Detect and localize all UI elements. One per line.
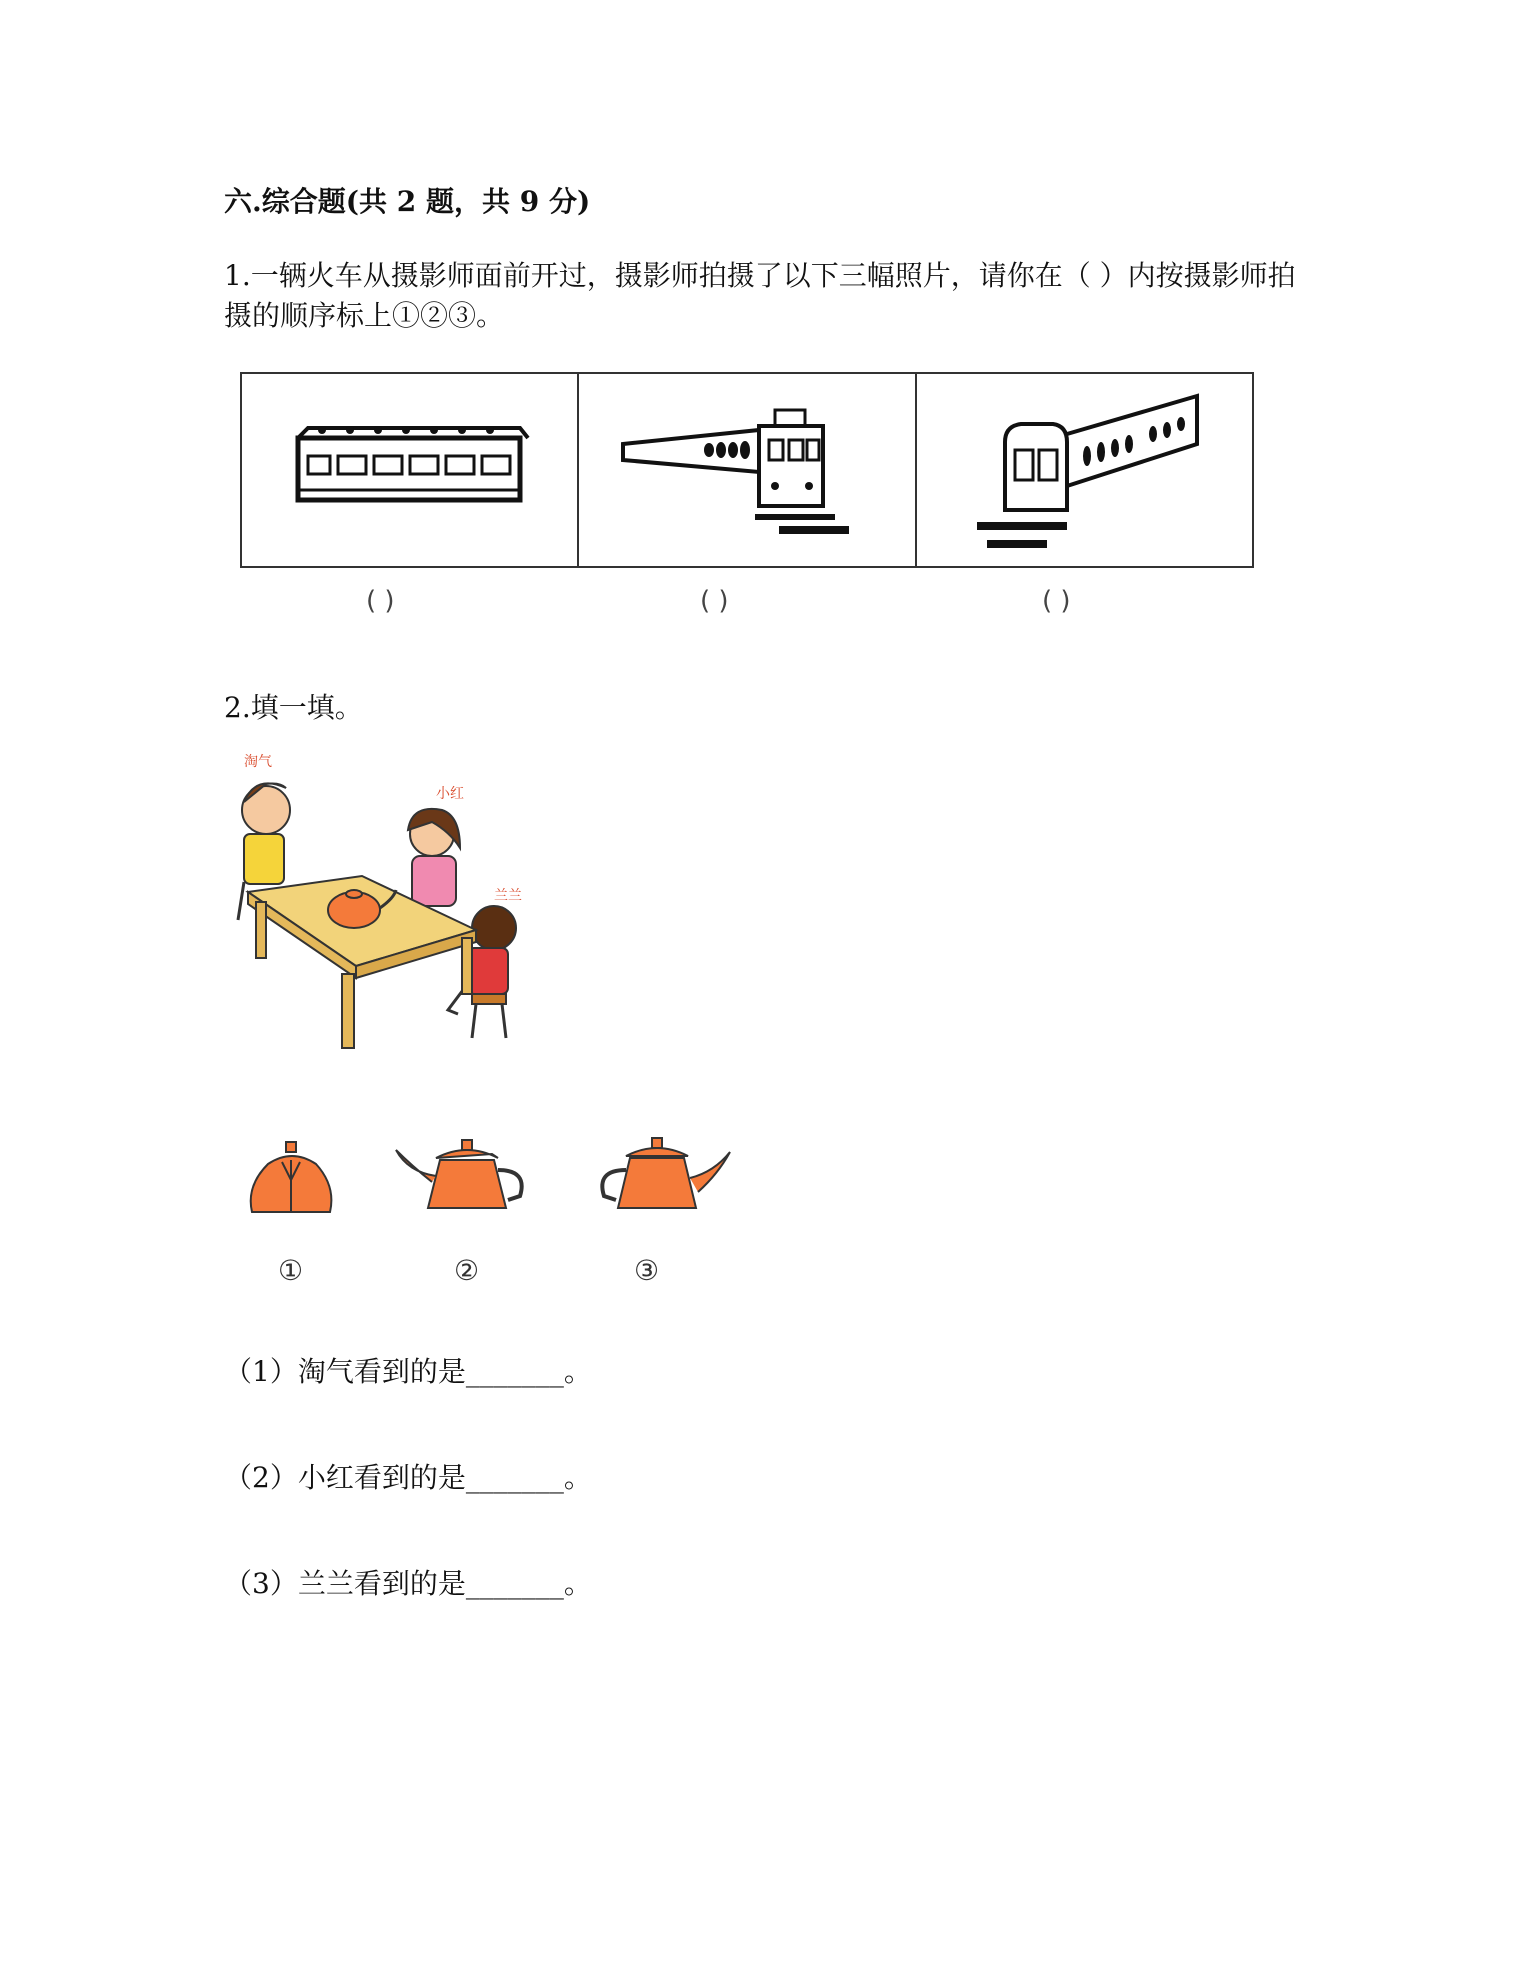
teapot-view-2: [396, 1140, 522, 1208]
train-photo-angled: [579, 374, 916, 566]
teapot-view-1: [251, 1142, 332, 1212]
train-angled-view-illustration: [579, 374, 913, 566]
train-photo-3-answer-blank[interactable]: ( ): [1042, 586, 1071, 616]
train-photos-panel: [240, 372, 1254, 568]
teapot-label-2: ②: [454, 1254, 480, 1287]
train-photo-front: [917, 374, 1252, 566]
train-photo-2-answer-blank[interactable]: ( ): [700, 586, 729, 616]
teapot-label-3: ③: [634, 1254, 660, 1287]
label-taoqi: 淘气: [244, 754, 272, 770]
question-1-text: 1.一辆火车从摄影师面前开过，摄影师拍摄了以下三幅照片，请你在（ ）内按摄影师拍摄的顺序标上①②③。: [224, 259, 1296, 332]
fill-in-3-lanlan[interactable]: （3）兰兰看到的是_______。: [224, 1567, 592, 1600]
train-side-view-illustration: [242, 374, 576, 566]
section-title: 六.综合题(共 2 题，共 9 分): [224, 185, 591, 218]
fill-in-2-xiaohong[interactable]: （2）小红看到的是_______。: [224, 1461, 592, 1494]
fill-in-1-taoqi[interactable]: （1）淘气看到的是_______。: [224, 1355, 592, 1388]
train-photo-1-answer-blank[interactable]: ( ): [366, 586, 395, 616]
train-photo-side: [242, 374, 579, 566]
train-front-view-illustration: [917, 374, 1251, 566]
label-xiaohong: 小红: [436, 786, 464, 802]
question-2-text: 2.填一填。: [224, 691, 363, 724]
teapot-label-1: ①: [278, 1254, 304, 1287]
teapot-view-3: [602, 1138, 730, 1208]
children-table-teapot-scene: [236, 752, 536, 1052]
label-lanlan: 兰兰: [494, 888, 522, 904]
teapot-views: [236, 1130, 756, 1290]
xiaohong-figure: [408, 809, 460, 906]
